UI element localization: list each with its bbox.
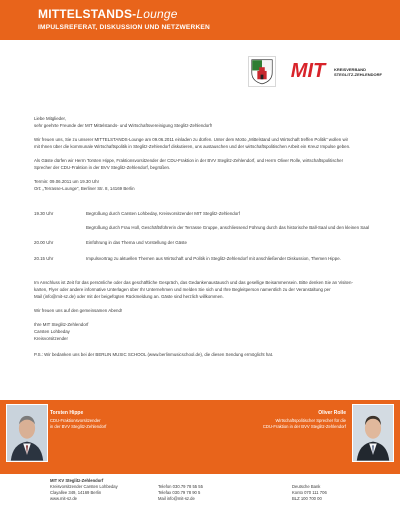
footer-telefax: Telefax 030.79 78 90 5 <box>158 490 201 495</box>
page-title <box>38 7 178 21</box>
signoff-line-1: Ihre MIT Steglitz-Zehlendorf <box>34 322 89 327</box>
postscript: P.S.: Wir bedanken uns bei der BERLIN MUSIC SCHOOL (www.berlinmusicschool.de), die diesen Sendung ermöglicht hat. <box>34 352 274 357</box>
program-text: Begrüßung durch Frau Holl, Geschäftsführerin der Terrasse Gruppe, anschliessend Führung durch das historische Ball-Saal und den kleinen Saal <box>86 225 370 230</box>
speaker-photo-hippe <box>6 404 48 462</box>
speaker-name: Torsten Hippe <box>50 410 84 416</box>
footer-street: Clayallee 349, 14169 Berlin <box>50 490 102 495</box>
mit-logo-subtitle <box>334 67 382 77</box>
footer-address <box>50 478 118 502</box>
footer-bank <box>292 478 327 502</box>
greeting-line-2: sehr geehrte Freunde der MIT Mittelstands- und Wirtschaftsvereinigung Steglitz-Zehlendorf! <box>34 123 213 128</box>
program-time: 19.30 Uhr <box>34 211 54 216</box>
footer-org: MIT KV Steglitz-Zehlendorf <box>50 478 104 483</box>
signoff-line-3: Kreisvorsitzender <box>34 336 68 341</box>
title-italic: Lounge <box>136 7 178 21</box>
place-line: Ort: „Terrasse-Lounge“, Berliner Str. 8, 14169 Berlin <box>34 186 135 191</box>
signoff-line-2: Carsten Lohbeday <box>34 329 70 334</box>
guests-line-2: Sprecher der CDU-Fraktion in der BVV Steglitz-Zehlendorf, begrüßen. <box>34 165 171 170</box>
program-time: 20.00 Uhr <box>34 240 54 245</box>
footer-phone <box>158 478 203 502</box>
speaker-role <box>263 418 346 429</box>
program-time: 20.15 Uhr <box>34 256 54 261</box>
footer <box>0 474 400 510</box>
closing-line-2: karten, Flyer oder andere informative Unterlagen über Ihr Unternehmen und melden Sie sich und Ihre Begleitperson namentlich zu der Veranstaltung per <box>34 287 331 292</box>
date-line: Termin: 09.06.2011 um 19.30 Uhr <box>34 179 100 184</box>
guests-line-1: Als Gäste dürfen wir Herrn Torsten Hippe, Fraktionsvorsitzender der CDU-Fraktion in der BVV Steglitz-Zehlendorf, und Herrn Oliver Rolle, wirtschaftspolitischer <box>34 158 344 163</box>
footer-account: Konto 070 111 706 <box>292 490 327 495</box>
speaker-role <box>50 418 106 429</box>
greeting: Liebe Mitglieder, <box>34 116 66 121</box>
program-row <box>34 256 374 263</box>
speaker-role-line-2: in der BVV Steglitz-Zehlendorf <box>50 423 107 429</box>
intro-line-2: mit Ihnen über die kommunale Wirtschaftspolitik in Steglitz-Zehlendorf diskutieren, uns austauschen und der wirtschaftspolitischen Arbeit ein Kreuz Impulse geben. <box>34 144 351 149</box>
closing-line-4: Wir freuen uns auf den gemeinsamen Abend! <box>34 308 123 313</box>
mit-wordmark: MIT <box>290 60 326 82</box>
footer-contact: Kreisvorsitzender Carsten Lohbeday <box>50 484 118 489</box>
header-banner <box>0 0 400 40</box>
district-crest-icon <box>248 56 276 87</box>
mit-logo <box>282 56 394 87</box>
closing-line-3: Mail (info@mit-sz.de) oder mit der beigefügten Rückmeldung an. Gäste sind herzlich willkommen. <box>34 294 224 299</box>
speaker-role-line-1: CDU-Fraktionsvorsitzender <box>50 418 101 423</box>
program-row <box>34 225 374 232</box>
logo-line-2: STEGLITZ-ZEHLENDORF <box>334 72 382 77</box>
intro-line-1: Wir freuen uns, Sie zu unserer MITTELSTANDS-Lounge am 09.06.2011 einladen zu dürfen. Unter dem Motto „Mittelstand und Wirtschaft treffen Politik“ wollen wir <box>34 137 349 142</box>
closing-line-1: Im Anschluss ist Zeit für das persönliche oder das geschäftliche Gespräch, das Gedankenaustausch und das gesellige Beisammensein. Bitte denken Sie an Visiten- <box>34 280 353 285</box>
title-main: MITTELSTANDS- <box>38 7 137 21</box>
program-row <box>34 240 374 247</box>
speaker-photo-rolle <box>352 404 394 462</box>
logo-line-1: KREISVERBAND <box>334 67 367 72</box>
footer-bank-name: Deutsche Bank <box>292 484 321 489</box>
program-row <box>34 211 374 218</box>
speaker-role-line-1: Wirtschaftspolitischer Sprecher für die <box>275 418 346 423</box>
speaker-role-line-2: CDU-Fraktion in der BVV Steglitz-Zehlendorf <box>262 423 346 429</box>
footer-mail-link[interactable]: Mail info@mit-sz.de <box>158 496 195 501</box>
speaker-band <box>0 400 400 474</box>
footer-blz: BLZ 100 700 00 <box>292 496 322 501</box>
footer-web-link[interactable]: www.mit-sz.de <box>50 496 77 501</box>
speaker-name: Oliver Rolle <box>318 410 346 416</box>
program-text: Begrüßung durch Carsten Lohbeday, Kreisvorsitzender MIT Steglitz-Zehlendorf <box>86 211 240 216</box>
footer-telefon: Telefon 030.79 78 55 55 <box>158 484 203 489</box>
page-subtitle: IMPULSREFERAT, DISKUSSION UND NETZWERKEN <box>38 24 210 31</box>
program-text: Impulsvortrag zu aktuellen Themen aus Wirtschaft und Politik in Steglitz-Zehlendorf mit anschließender Diskussion, Themen Hippe. <box>86 256 341 261</box>
program-text: Einführung in das Thema und Vorstellung der Gäste <box>86 240 187 245</box>
